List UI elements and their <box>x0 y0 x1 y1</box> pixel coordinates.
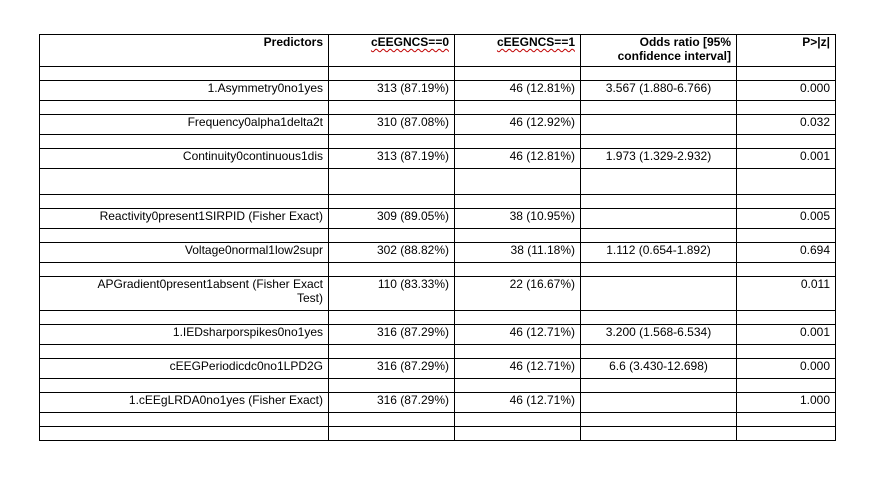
p-value-cell: 0.005 <box>737 209 836 229</box>
predictor-line2: Test) <box>296 291 323 305</box>
results-table <box>39 34 836 441</box>
spacer-row <box>40 67 836 81</box>
predictor-cell: Continuity0continuous1dis <box>40 149 329 169</box>
spacer-row <box>40 427 836 441</box>
predictor-line1: APGradient0present1absent (Fisher Exact <box>97 277 323 291</box>
predictor-cell: 1.IEDsharporspikes0no1yes <box>40 325 329 345</box>
p-value-cell: 0.000 <box>737 81 836 101</box>
odds-ratio-cell: 3.200 (1.568-6.534) <box>581 325 737 345</box>
predictor-cell: Reactivity0present1SIRPID (Fisher Exact) <box>40 209 329 229</box>
odds-ratio-cell: 1.973 (1.329-2.932) <box>581 149 737 169</box>
spacer-row <box>40 169 836 195</box>
p-value-cell: 0.000 <box>737 359 836 379</box>
predictor-cell: 1.Asymmetry0no1yes <box>40 81 329 101</box>
spacer-row <box>40 345 836 359</box>
table-row <box>40 149 836 169</box>
table-row <box>40 243 836 263</box>
spacer-row <box>40 229 836 243</box>
ncs1-cell: 46 (12.81%) <box>455 149 581 169</box>
header-ncs0-label: cEEGNCS==0 <box>370 35 449 49</box>
table-row <box>40 393 836 413</box>
ncs0-cell: 313 (87.19%) <box>329 81 455 101</box>
ncs1-cell: 46 (12.71%) <box>455 325 581 345</box>
ncs0-cell: 316 (87.29%) <box>329 359 455 379</box>
spacer-row <box>40 263 836 277</box>
predictor-cell: Frequency0alpha1delta2t <box>40 115 329 135</box>
header-odds-ratio <box>581 35 737 67</box>
table-row <box>40 359 836 379</box>
ncs0-cell: 110 (83.33%) <box>329 277 455 311</box>
spacer-row <box>40 311 836 325</box>
header-row <box>40 35 836 67</box>
p-value-cell: 0.032 <box>737 115 836 135</box>
ncs1-cell: 46 (12.71%) <box>455 359 581 379</box>
spacer-row <box>40 379 836 393</box>
odds-ratio-cell <box>581 393 737 413</box>
predictor-cell: Voltage0normal1low2supr <box>40 243 329 263</box>
spacer-row <box>40 101 836 115</box>
odds-ratio-cell: 1.112 (0.654-1.892) <box>581 243 737 263</box>
ncs0-cell: 309 (89.05%) <box>329 209 455 229</box>
table-row <box>40 277 836 311</box>
p-value-cell: 0.001 <box>737 325 836 345</box>
header-ncs0 <box>329 35 455 67</box>
ncs0-cell: 316 (87.29%) <box>329 393 455 413</box>
p-value-cell: 0.001 <box>737 149 836 169</box>
p-value-cell: 0.011 <box>737 277 836 311</box>
table-row <box>40 325 836 345</box>
ncs0-cell: 313 (87.19%) <box>329 149 455 169</box>
table-row <box>40 115 836 135</box>
header-p-value: P>|z| <box>737 35 836 67</box>
ncs1-cell: 46 (12.71%) <box>455 393 581 413</box>
ncs1-cell: 38 (11.18%) <box>455 243 581 263</box>
odds-ratio-cell: 6.6 (3.430-12.698) <box>581 359 737 379</box>
ncs1-cell: 22 (16.67%) <box>455 277 581 311</box>
predictor-cell: 1.cEEgLRDA0no1yes (Fisher Exact) <box>40 393 329 413</box>
spacer-row <box>40 195 836 209</box>
ncs1-cell: 46 (12.92%) <box>455 115 581 135</box>
spacer-row <box>40 413 836 427</box>
table-row <box>40 81 836 101</box>
header-ncs1-label: cEEGNCS==1 <box>496 35 575 49</box>
table-row <box>40 209 836 229</box>
ncs1-cell: 46 (12.81%) <box>455 81 581 101</box>
header-ncs1 <box>455 35 581 67</box>
odds-ratio-cell <box>581 209 737 229</box>
ncs1-cell: 38 (10.95%) <box>455 209 581 229</box>
ncs0-cell: 310 (87.08%) <box>329 115 455 135</box>
spacer-row <box>40 135 836 149</box>
predictor-cell: cEEGPeriodicdc0no1LPD2G <box>40 359 329 379</box>
odds-ratio-cell: 3.567 (1.880-6.766) <box>581 81 737 101</box>
odds-header-line2: confidence interval] <box>617 49 731 63</box>
p-value-cell: 0.694 <box>737 243 836 263</box>
odds-ratio-cell <box>581 277 737 311</box>
header-predictors: Predictors <box>40 35 329 67</box>
ncs0-cell: 302 (88.82%) <box>329 243 455 263</box>
p-value-cell: 1.000 <box>737 393 836 413</box>
ncs0-cell: 316 (87.29%) <box>329 325 455 345</box>
odds-ratio-cell <box>581 115 737 135</box>
odds-header-line1: Odds ratio [95% <box>639 35 731 49</box>
predictor-cell <box>40 277 329 311</box>
